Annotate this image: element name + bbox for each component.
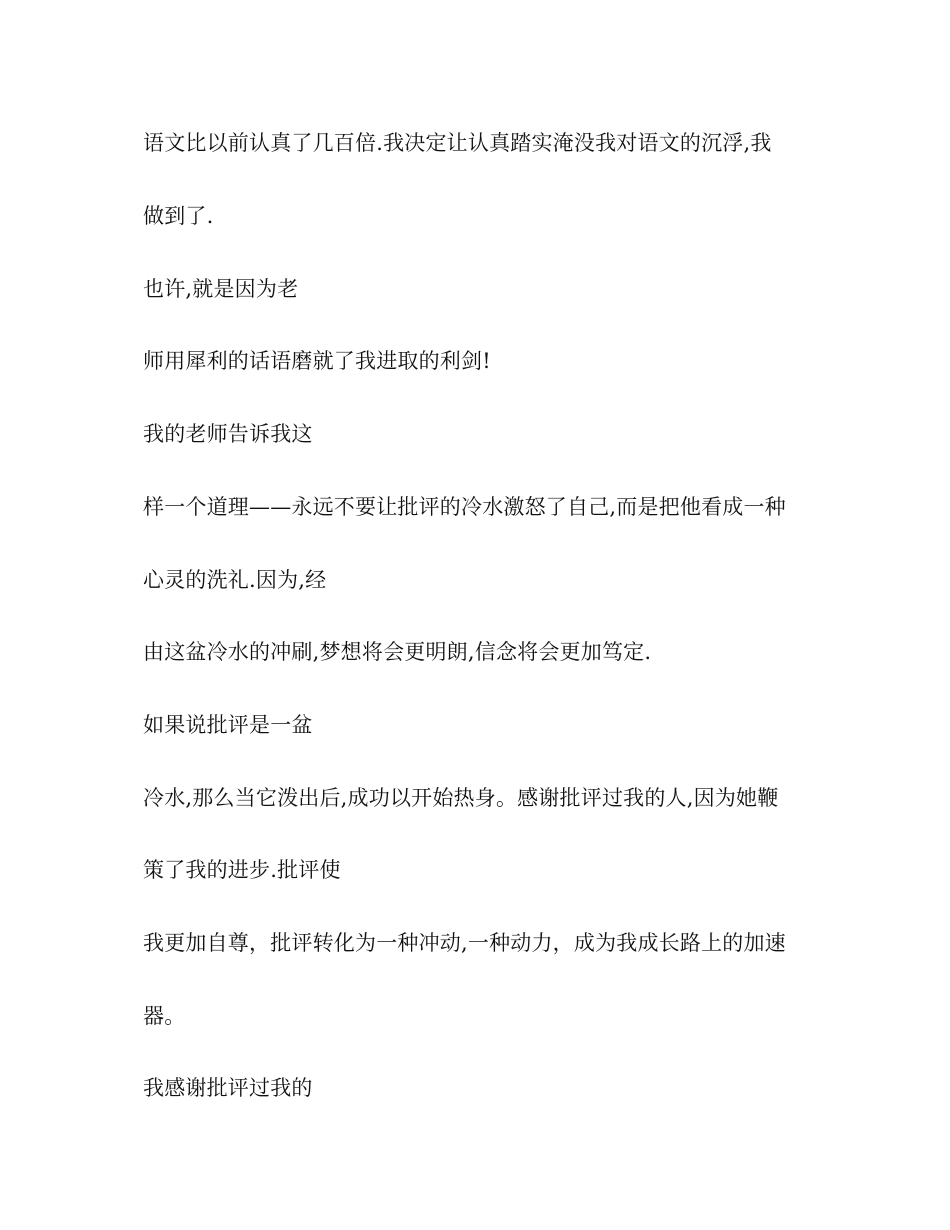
text-line: 由这盆冷水的冲刷,梦想将会更明朗,信念将会更加笃定. — [143, 640, 652, 664]
text-line: 我更加自尊，批评转化为一种冲动,一种动力，成为我成长路上的加速 — [143, 931, 786, 955]
text-line: 做到了. — [143, 204, 214, 228]
text-line: 样一个道理——永远不要让批评的冷水激怒了自己,而是把他看成一种 — [143, 495, 786, 519]
text-line: 我的老师告诉我这 — [143, 422, 313, 446]
text-line: 器。 — [143, 1004, 186, 1028]
text-line: 如果说批评是一盆 — [143, 713, 313, 737]
text-line: 冷水,那么当它泼出后,成功以开始热身。感谢批评过我的人,因为她鞭 — [143, 786, 779, 810]
text-line: 策了我的进步.批评使 — [143, 858, 341, 882]
text-line: 师用犀利的话语磨就了我进取的利剑! — [143, 349, 491, 373]
text-line: 语文比以前认真了几百倍.我决定让认真踏实淹没我对语文的沉浮,我 — [143, 131, 772, 155]
text-line: 心灵的洗礼.因为,经 — [143, 568, 327, 592]
text-line: 也许,就是因为老 — [143, 277, 299, 301]
text-line: 我感谢批评过我的 — [143, 1076, 313, 1100]
